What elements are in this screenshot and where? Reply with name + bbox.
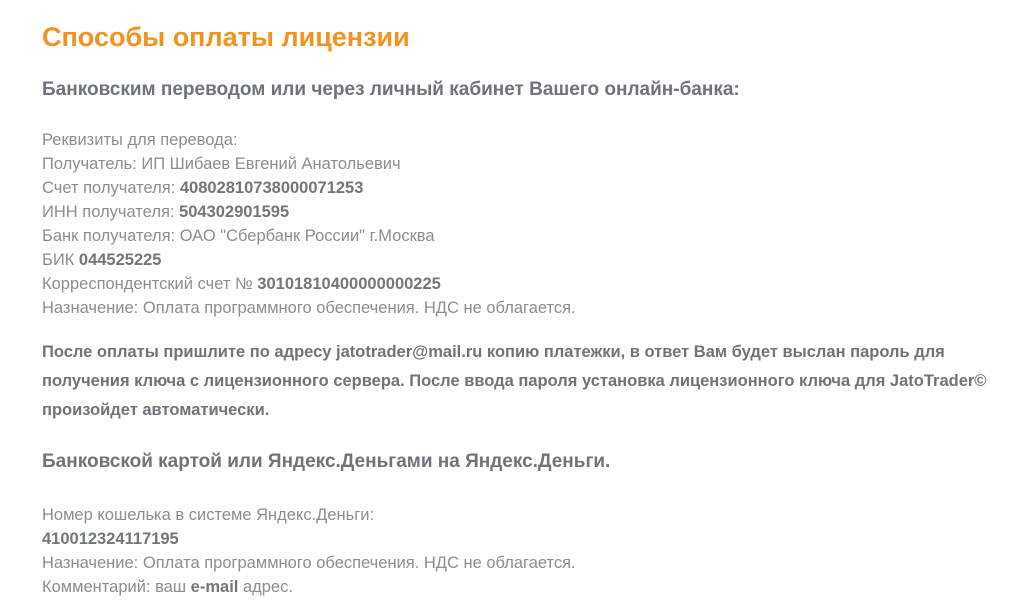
requisite-label: БИК: [42, 251, 79, 269]
email-address: jatotrader@mail.ru: [336, 343, 483, 361]
bik-number: 044525225: [78, 251, 162, 269]
requisite-value: ИП Шибаев Евгений Анатольевич: [141, 155, 401, 173]
page-title: Способы оплаты лицензии: [42, 22, 410, 52]
requisite-line-account: [42, 176, 990, 200]
comment-email-word: e-mail: [190, 578, 239, 596]
wallet-number: 410012324117195: [42, 530, 179, 548]
requisite-label: Счет получателя:: [42, 179, 180, 197]
note-text-before: После оплаты пришлите по адресу: [42, 343, 337, 361]
comment-label: Комментарий: ваш: [42, 578, 191, 596]
bank-transfer-heading: Банковским переводом или через личный кабинет Вашего онлайн-банка:: [42, 79, 740, 100]
wallet-label: Номер кошелька в системе Яндекс.Деньги:: [42, 506, 375, 524]
requisite-label: Корреспондентский счет №: [42, 275, 258, 293]
requisite-value: ОАО "Сбербанк России" г.Москва: [179, 227, 435, 245]
requisite-line-recipient: [42, 152, 990, 176]
yandex-purpose-line: [42, 551, 990, 575]
requisite-label: Назначение:: [42, 299, 143, 317]
comment-suffix: адрес.: [238, 578, 293, 596]
inn-number: 504302901595: [179, 203, 290, 221]
requisite-label: ИНН получателя:: [42, 203, 180, 221]
yandex-wallet-block: [42, 503, 990, 599]
purpose-label: Назначение:: [42, 554, 143, 572]
requisite-line-bank: [42, 224, 990, 248]
account-number: 40802810738000071253: [179, 179, 364, 197]
bank-requisites-block: [42, 128, 990, 320]
corr-account-number: 30101810400000000225: [257, 275, 441, 293]
yandex-money-heading: Банковской картой или Яндекс.Деньгами на Яндекс.Деньги.: [42, 451, 611, 472]
requisite-label: Банк получателя:: [42, 227, 180, 245]
requisite-line-bik: [42, 248, 990, 272]
purpose-value: Оплата программного обеспечения. НДС не облагается.: [142, 554, 576, 572]
yandex-comment-line: [42, 575, 990, 599]
requisite-line-corr-account: [42, 272, 990, 296]
payment-note: [42, 338, 990, 425]
requisite-line-inn: [42, 200, 990, 224]
requisite-label: Получатель:: [42, 155, 142, 173]
requisite-line-purpose: [42, 296, 990, 320]
requisites-intro: Реквизиты для перевода:: [42, 131, 238, 149]
note-text-after: копию платежки, в ответ Вам будет выслан пароль для получения ключа с лицензионного сервера. После ввода пароля установка лицензионного ключа для JatoTrader© произойдет автоматически.: [42, 343, 987, 419]
requisite-value: Оплата программного обеспечения. НДС не облагается.: [142, 299, 576, 317]
